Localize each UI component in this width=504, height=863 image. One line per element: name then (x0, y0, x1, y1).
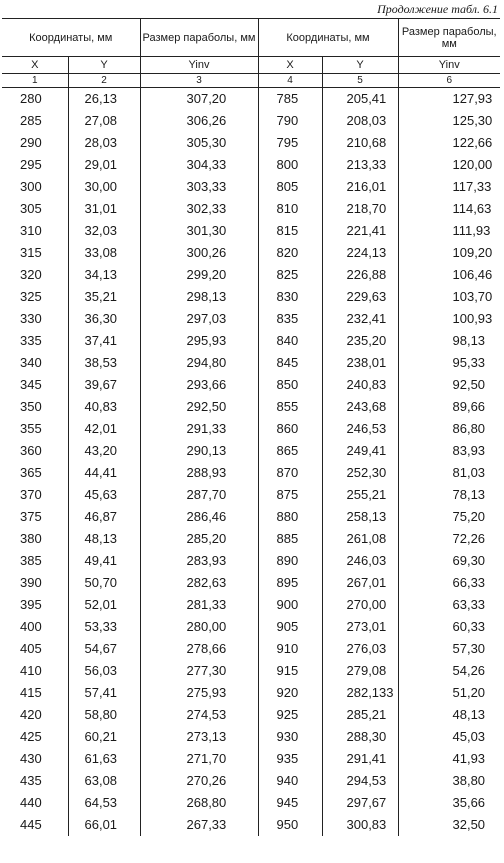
table-row (2, 506, 500, 528)
cell-yinv: 286,46 (140, 506, 258, 528)
cell-x: 310 (2, 220, 68, 242)
cell-y: 66,01 (68, 814, 140, 836)
table-row (2, 198, 500, 220)
cell-y-2: 294,53 (322, 770, 398, 792)
table-row (2, 132, 500, 154)
cell-yinv-2: 78,13 (398, 484, 500, 506)
cell-y: 43,20 (68, 440, 140, 462)
cell-y-2: 221,41 (322, 220, 398, 242)
cell-yinv-2: 117,33 (398, 176, 500, 198)
cell-x: 445 (2, 814, 68, 836)
cell-y: 61,63 (68, 748, 140, 770)
cell-yinv-2: 66,33 (398, 572, 500, 594)
cell-y-2: 235,20 (322, 330, 398, 352)
table-row (2, 594, 500, 616)
cell-yinv: 292,50 (140, 396, 258, 418)
cell-y: 42,01 (68, 418, 140, 440)
cell-yinv-2: 86,80 (398, 418, 500, 440)
cell-y: 38,53 (68, 352, 140, 374)
header-yinv-2: Yinv (398, 57, 500, 74)
cell-yinv-2: 103,70 (398, 286, 500, 308)
cell-x-2: 820 (258, 242, 322, 264)
cell-x: 335 (2, 330, 68, 352)
cell-x-2: 815 (258, 220, 322, 242)
cell-x: 420 (2, 704, 68, 726)
cell-y: 63,08 (68, 770, 140, 792)
cell-yinv: 280,00 (140, 616, 258, 638)
cell-x: 370 (2, 484, 68, 506)
cell-x-2: 850 (258, 374, 322, 396)
cell-x-2: 800 (258, 154, 322, 176)
cell-x: 300 (2, 176, 68, 198)
cell-y: 27,08 (68, 110, 140, 132)
cell-yinv-2: 41,93 (398, 748, 500, 770)
cell-y: 64,53 (68, 792, 140, 814)
table-row (2, 484, 500, 506)
table-row (2, 748, 500, 770)
cell-x-2: 790 (258, 110, 322, 132)
cell-x-2: 950 (258, 814, 322, 836)
cell-x-2: 860 (258, 418, 322, 440)
cell-y: 50,70 (68, 572, 140, 594)
cell-x: 435 (2, 770, 68, 792)
cell-y: 39,67 (68, 374, 140, 396)
cell-x-2: 855 (258, 396, 322, 418)
table-row (2, 220, 500, 242)
cell-x-2: 890 (258, 550, 322, 572)
cell-yinv: 267,33 (140, 814, 258, 836)
cell-x-2: 935 (258, 748, 322, 770)
table-row (2, 110, 500, 132)
cell-y: 44,41 (68, 462, 140, 484)
cell-x: 355 (2, 418, 68, 440)
cell-x-2: 905 (258, 616, 322, 638)
header-size-2: Размер параболы, мм (398, 19, 500, 57)
cell-y-2: 240,83 (322, 374, 398, 396)
cell-yinv: 290,13 (140, 440, 258, 462)
cell-y: 36,30 (68, 308, 140, 330)
cell-yinv: 275,93 (140, 682, 258, 704)
cell-yinv: 283,93 (140, 550, 258, 572)
cell-x: 365 (2, 462, 68, 484)
table-row (2, 308, 500, 330)
cell-yinv: 273,13 (140, 726, 258, 748)
cell-x: 295 (2, 154, 68, 176)
header-y: Y (68, 57, 140, 74)
cell-yinv: 293,66 (140, 374, 258, 396)
cell-y: 28,03 (68, 132, 140, 154)
cell-x-2: 880 (258, 506, 322, 528)
cell-y-2: 238,01 (322, 352, 398, 374)
header-coords-2: Координаты, мм (258, 19, 398, 57)
cell-y-2: 279,08 (322, 660, 398, 682)
cell-x-2: 835 (258, 308, 322, 330)
cell-yinv-2: 109,20 (398, 242, 500, 264)
cell-yinv-2: 54,26 (398, 660, 500, 682)
cell-yinv-2: 89,66 (398, 396, 500, 418)
header-coords: Координаты, мм (2, 19, 140, 57)
cell-yinv-2: 95,33 (398, 352, 500, 374)
cell-yinv-2: 125,30 (398, 110, 500, 132)
table-row (2, 572, 500, 594)
cell-yinv-2: 106,46 (398, 264, 500, 286)
header-x: X (2, 57, 68, 74)
cell-y-2: 213,33 (322, 154, 398, 176)
cell-yinv-2: 127,93 (398, 88, 500, 111)
table-caption: Продолжение табл. 6.1 (377, 2, 498, 16)
cell-y: 48,13 (68, 528, 140, 550)
cell-y-2: 252,30 (322, 462, 398, 484)
cell-y: 32,03 (68, 220, 140, 242)
cell-x: 385 (2, 550, 68, 572)
header-size: Размер параболы, мм (140, 19, 258, 57)
cell-yinv: 271,70 (140, 748, 258, 770)
cell-yinv-2: 98,13 (398, 330, 500, 352)
table-row (2, 660, 500, 682)
cell-x-2: 940 (258, 770, 322, 792)
cell-yinv: 277,30 (140, 660, 258, 682)
cell-x: 290 (2, 132, 68, 154)
cell-y-2: 297,67 (322, 792, 398, 814)
table-row (2, 550, 500, 572)
cell-x: 415 (2, 682, 68, 704)
header-x-2: X (258, 57, 322, 74)
cell-y-2: 288,30 (322, 726, 398, 748)
header-yinv: Yinv (140, 57, 258, 74)
cell-yinv: 303,33 (140, 176, 258, 198)
cell-x: 360 (2, 440, 68, 462)
cell-y: 29,01 (68, 154, 140, 176)
cell-yinv: 301,30 (140, 220, 258, 242)
cell-yinv: 278,66 (140, 638, 258, 660)
cell-x-2: 870 (258, 462, 322, 484)
cell-yinv: 294,80 (140, 352, 258, 374)
cell-y-2: 229,63 (322, 286, 398, 308)
cell-y-2: 246,03 (322, 550, 398, 572)
table-row (2, 638, 500, 660)
cell-y-2: 226,88 (322, 264, 398, 286)
cell-y: 26,13 (68, 88, 140, 111)
cell-y: 37,41 (68, 330, 140, 352)
cell-yinv: 305,30 (140, 132, 258, 154)
cell-y: 53,33 (68, 616, 140, 638)
cell-y: 60,21 (68, 726, 140, 748)
cell-yinv-2: 120,00 (398, 154, 500, 176)
cell-x: 380 (2, 528, 68, 550)
cell-yinv-2: 83,93 (398, 440, 500, 462)
cell-y-2: 208,03 (322, 110, 398, 132)
cell-y-2: 216,01 (322, 176, 398, 198)
cell-y: 49,41 (68, 550, 140, 572)
cell-y: 35,21 (68, 286, 140, 308)
cell-y-2: 285,21 (322, 704, 398, 726)
cell-yinv-2: 114,63 (398, 198, 500, 220)
cell-y-2: 249,41 (322, 440, 398, 462)
table-row (2, 330, 500, 352)
table-row (2, 88, 500, 111)
cell-yinv-2: 35,66 (398, 792, 500, 814)
parabola-table (2, 18, 500, 836)
cell-x: 320 (2, 264, 68, 286)
cell-y-2: 291,41 (322, 748, 398, 770)
cell-x: 350 (2, 396, 68, 418)
cell-x: 390 (2, 572, 68, 594)
cell-y-2: 273,01 (322, 616, 398, 638)
cell-x: 410 (2, 660, 68, 682)
cell-x-2: 805 (258, 176, 322, 198)
col-number: 5 (322, 74, 398, 88)
col-number: 1 (2, 74, 68, 88)
cell-y: 56,03 (68, 660, 140, 682)
cell-x-2: 830 (258, 286, 322, 308)
table-row (2, 770, 500, 792)
table-row (2, 352, 500, 374)
cell-x-2: 875 (258, 484, 322, 506)
cell-x-2: 930 (258, 726, 322, 748)
cell-y-2: 255,21 (322, 484, 398, 506)
cell-x-2: 920 (258, 682, 322, 704)
cell-x: 400 (2, 616, 68, 638)
cell-yinv: 302,33 (140, 198, 258, 220)
cell-yinv: 281,33 (140, 594, 258, 616)
cell-x: 285 (2, 110, 68, 132)
cell-y: 45,63 (68, 484, 140, 506)
cell-y-2: 243,68 (322, 396, 398, 418)
table-row (2, 528, 500, 550)
cell-yinv-2: 92,50 (398, 374, 500, 396)
col-number: 3 (140, 74, 258, 88)
cell-x-2: 910 (258, 638, 322, 660)
cell-x-2: 810 (258, 198, 322, 220)
cell-yinv: 307,20 (140, 88, 258, 111)
table-row (2, 462, 500, 484)
cell-x-2: 900 (258, 594, 322, 616)
col-number: 4 (258, 74, 322, 88)
cell-x-2: 840 (258, 330, 322, 352)
cell-x: 425 (2, 726, 68, 748)
table-row (2, 264, 500, 286)
table-row (2, 792, 500, 814)
cell-x: 280 (2, 88, 68, 111)
cell-yinv: 304,33 (140, 154, 258, 176)
cell-yinv-2: 45,03 (398, 726, 500, 748)
table-row (2, 242, 500, 264)
table-row (2, 286, 500, 308)
cell-x-2: 825 (258, 264, 322, 286)
cell-yinv-2: 48,13 (398, 704, 500, 726)
cell-y: 52,01 (68, 594, 140, 616)
cell-yinv-2: 111,93 (398, 220, 500, 242)
cell-y: 57,41 (68, 682, 140, 704)
table-row (2, 682, 500, 704)
cell-y-2: 267,01 (322, 572, 398, 594)
cell-yinv: 285,20 (140, 528, 258, 550)
cell-y: 34,13 (68, 264, 140, 286)
cell-x-2: 845 (258, 352, 322, 374)
col-number: 6 (398, 74, 500, 88)
cell-x: 345 (2, 374, 68, 396)
cell-x: 305 (2, 198, 68, 220)
cell-yinv: 295,93 (140, 330, 258, 352)
cell-y-2: 224,13 (322, 242, 398, 264)
cell-yinv: 299,20 (140, 264, 258, 286)
table-row (2, 374, 500, 396)
cell-y: 54,67 (68, 638, 140, 660)
cell-x: 440 (2, 792, 68, 814)
table-row (2, 440, 500, 462)
table-row (2, 814, 500, 836)
table-row (2, 704, 500, 726)
cell-yinv-2: 69,30 (398, 550, 500, 572)
cell-yinv: 288,93 (140, 462, 258, 484)
cell-y: 33,08 (68, 242, 140, 264)
cell-x: 430 (2, 748, 68, 770)
cell-yinv-2: 57,30 (398, 638, 500, 660)
cell-yinv: 306,26 (140, 110, 258, 132)
table-row (2, 396, 500, 418)
cell-y: 30,00 (68, 176, 140, 198)
cell-y-2: 270,00 (322, 594, 398, 616)
cell-y-2: 300,83 (322, 814, 398, 836)
cell-x-2: 785 (258, 88, 322, 111)
cell-y-2: 210,68 (322, 132, 398, 154)
cell-yinv: 270,26 (140, 770, 258, 792)
cell-x-2: 885 (258, 528, 322, 550)
table-row (2, 154, 500, 176)
cell-yinv-2: 63,33 (398, 594, 500, 616)
cell-y-2: 276,03 (322, 638, 398, 660)
cell-yinv: 300,26 (140, 242, 258, 264)
cell-y-2: 282,133 (322, 682, 398, 704)
cell-x-2: 915 (258, 660, 322, 682)
cell-y: 40,83 (68, 396, 140, 418)
cell-yinv-2: 122,66 (398, 132, 500, 154)
table-row (2, 176, 500, 198)
cell-y-2: 258,13 (322, 506, 398, 528)
cell-x: 315 (2, 242, 68, 264)
cell-x: 375 (2, 506, 68, 528)
cell-yinv-2: 81,03 (398, 462, 500, 484)
cell-yinv-2: 51,20 (398, 682, 500, 704)
table-row (2, 418, 500, 440)
cell-x: 395 (2, 594, 68, 616)
cell-x-2: 895 (258, 572, 322, 594)
cell-y: 58,80 (68, 704, 140, 726)
cell-y: 31,01 (68, 198, 140, 220)
cell-y-2: 232,41 (322, 308, 398, 330)
table-row (2, 726, 500, 748)
cell-yinv: 298,13 (140, 286, 258, 308)
cell-y: 46,87 (68, 506, 140, 528)
cell-x-2: 865 (258, 440, 322, 462)
cell-x: 330 (2, 308, 68, 330)
cell-yinv-2: 72,26 (398, 528, 500, 550)
cell-yinv: 274,53 (140, 704, 258, 726)
header-y-2: Y (322, 57, 398, 74)
table-row (2, 616, 500, 638)
cell-yinv-2: 60,33 (398, 616, 500, 638)
cell-x-2: 925 (258, 704, 322, 726)
cell-x: 340 (2, 352, 68, 374)
cell-x: 325 (2, 286, 68, 308)
cell-yinv: 268,80 (140, 792, 258, 814)
cell-yinv-2: 75,20 (398, 506, 500, 528)
cell-yinv: 291,33 (140, 418, 258, 440)
cell-y-2: 261,08 (322, 528, 398, 550)
cell-yinv: 287,70 (140, 484, 258, 506)
cell-y-2: 246,53 (322, 418, 398, 440)
cell-x-2: 945 (258, 792, 322, 814)
col-number: 2 (68, 74, 140, 88)
cell-yinv: 282,63 (140, 572, 258, 594)
cell-y-2: 218,70 (322, 198, 398, 220)
cell-x: 405 (2, 638, 68, 660)
cell-yinv-2: 32,50 (398, 814, 500, 836)
cell-yinv: 297,03 (140, 308, 258, 330)
cell-yinv-2: 38,80 (398, 770, 500, 792)
cell-y-2: 205,41 (322, 88, 398, 111)
cell-x-2: 795 (258, 132, 322, 154)
cell-yinv-2: 100,93 (398, 308, 500, 330)
